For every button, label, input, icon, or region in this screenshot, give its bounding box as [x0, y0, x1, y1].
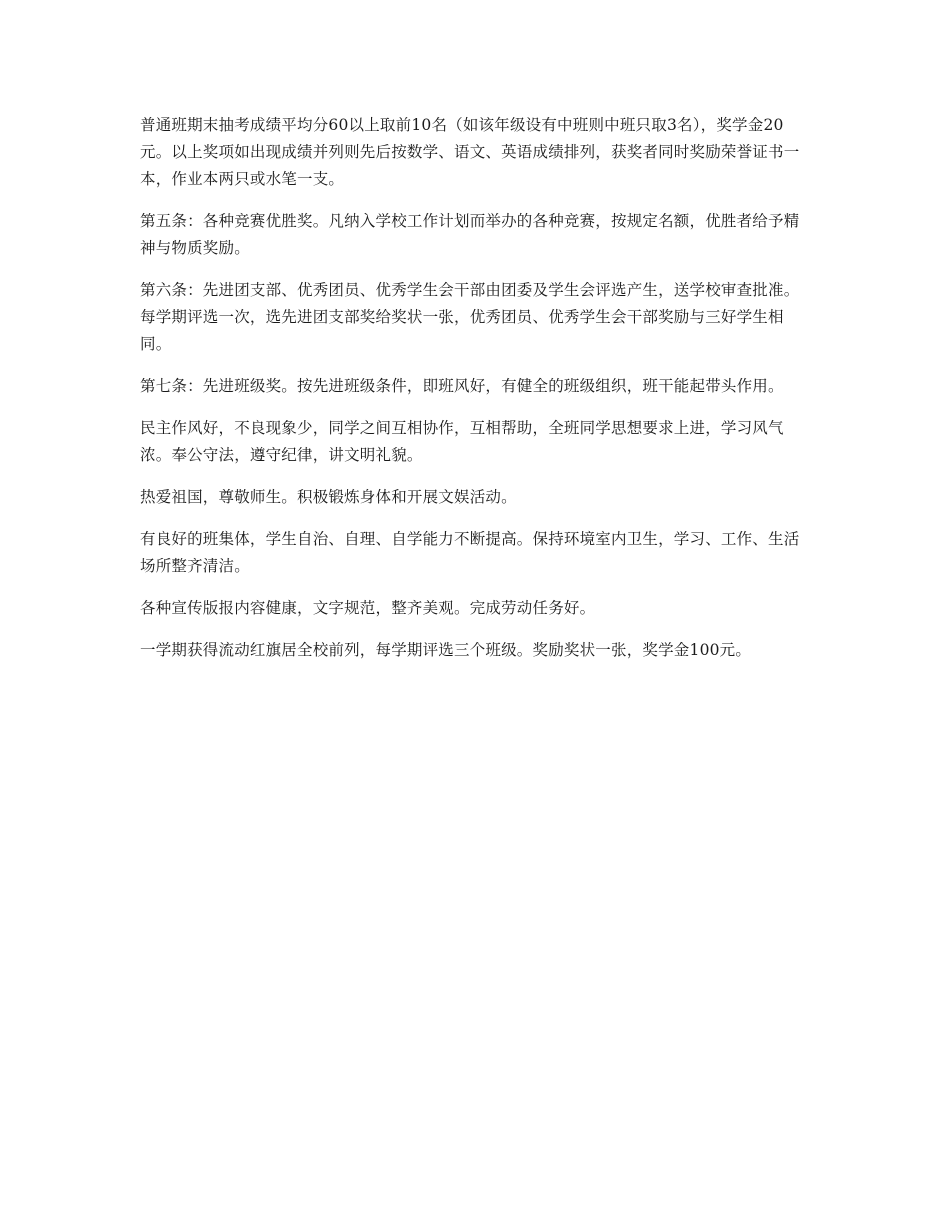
paragraph-8: 各种宣传版报内容健康，文字规范，整齐美观。完成劳动任务好。 [140, 599, 596, 617]
paragraph-9: 一学期获得流动红旗居全校前列，每学期评选三个班级。奖励奖状一张，奖学金100元。 [140, 641, 752, 659]
paragraph-7: 有良好的班集体，学生自治、自理、自学能力不断提高。保持环境室内卫生，学习、工作、生活场所整齐清洁。 [140, 530, 800, 575]
paragraph-3: 第六条：先进团支部、优秀团员、优秀学生会干部由团委及学生会评选产生，送学校审查批准。每学期评选一次，选先进团支部奖给奖状一张，优秀团员、优秀学生会干部奖励与三好学生相同。 [140, 281, 800, 353]
paragraph-6: 热爱祖国，尊敬师生。积极锻炼身体和开展文娱活动。 [140, 488, 517, 506]
paragraph-5: 民主作风好，不良现象少，同学之间互相协作，互相帮助，全班同学思想要求上进，学习风气浓。奉公守法，遵守纪律，讲文明礼貌。 [140, 419, 784, 464]
paragraph-4: 第七条：先进班级奖。按先进班级条件，即班风好，有健全的班级组织，班干能起带头作用。 [140, 377, 784, 395]
paragraph-2: 第五条：各种竞赛优胜奖。凡纳入学校工作计划而举办的各种竞赛，按规定名额，优胜者给予精神与物质奖励。 [140, 212, 800, 257]
paragraph-1: 普通班期末抽考成绩平均分60以上取前10名（如该年级设有中班则中班只取3名），奖学金20元。以上奖项如出现成绩并列则先后按数学、语文、英语成绩排列，获奖者同时奖励荣誉证书一本，作业本两只或水笔一支。 [140, 116, 800, 188]
